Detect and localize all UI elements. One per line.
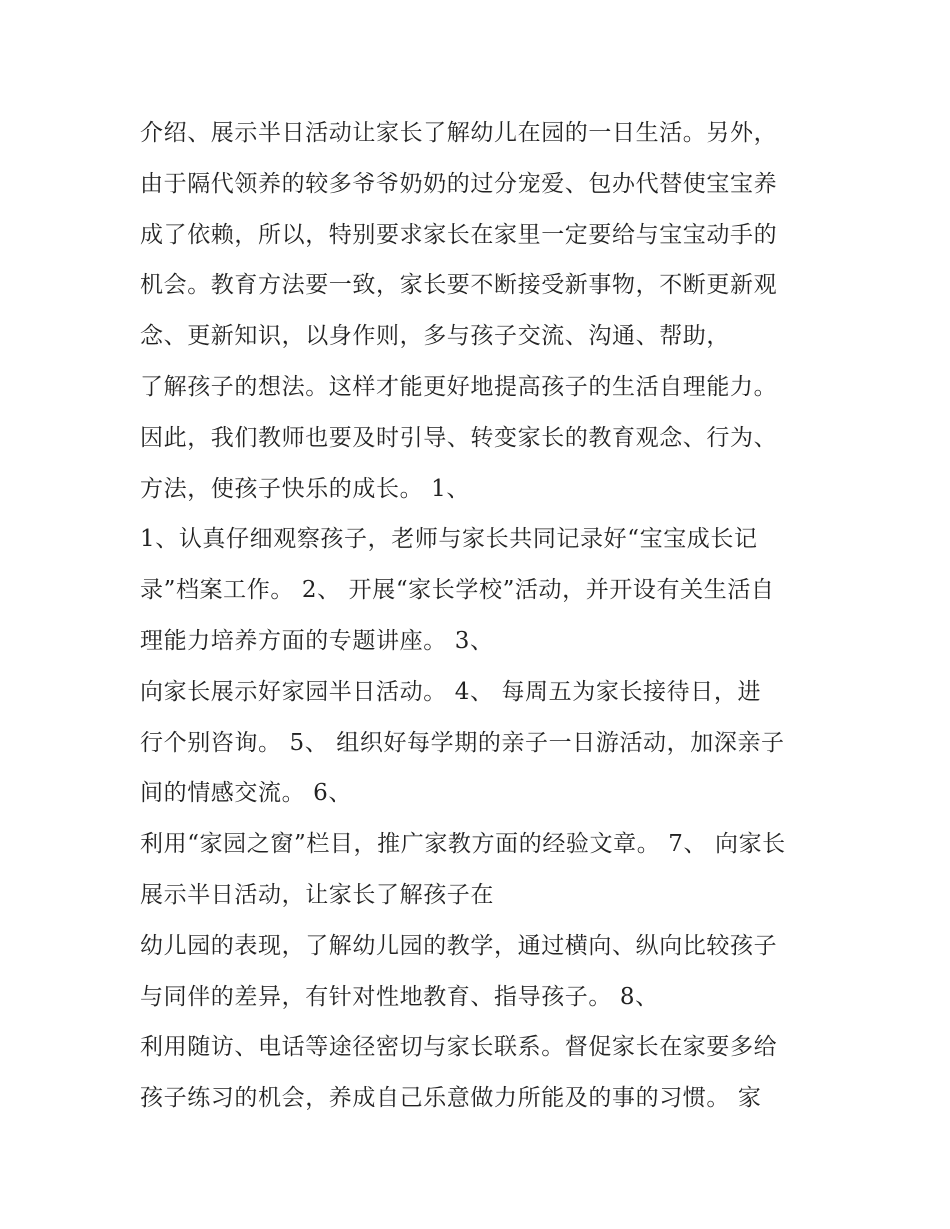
text-line: 展示半日活动，让家长了解孩子在 xyxy=(140,881,494,908)
document-body xyxy=(140,108,830,1124)
text-line: 1、认真仔细观察孩子，老师与家长共同记录好“宝宝成长记 xyxy=(140,526,758,553)
text-line: 行个别咨询。 5、 组织好每学期的亲子一日游活动，加深亲子 xyxy=(140,729,785,756)
text-line: 成了依赖，所以，特别要求家长在家里一定要给与宝宝动手的 xyxy=(140,221,778,248)
text-line: 介绍、展示半日活动让家长了解幼儿在园的一日生活。另外， xyxy=(140,120,778,146)
text-line: 利用随访、电话等途径密切与家长联系。督促家长在家要多给 xyxy=(140,1034,778,1061)
text-line: 机会。教育方法要一致，家长要不断接受新事物，不断更新观 xyxy=(140,272,778,299)
text-line: 录”档案工作。 2、 开展“家长学校”活动，并开设有关生活自 xyxy=(140,577,775,604)
text-line: 向家长展示好家园半日活动。 4、 每周五为家长接待日，进 xyxy=(140,678,762,705)
text-line: 孩子练习的机会，养成自己乐意做力所能及的事的习惯。 家 xyxy=(140,1085,762,1112)
text-line: 由于隔代领养的较多爷爷奶奶的过分宠爱、包办代替使宝宝养 xyxy=(140,170,778,197)
text-line: 方法，使孩子快乐的成长。 1、 xyxy=(140,475,470,502)
text-line: 利用“家园之窗”栏目，推广家教方面的经验文章。 7、 向家长 xyxy=(140,831,786,858)
text-line: 与同伴的差异，有针对性地教育、指导孩子。 8、 xyxy=(140,983,659,1010)
text-line: 了解孩子的想法。这样才能更好地提高孩子的生活自理能力。 xyxy=(140,373,778,400)
text-line: 间的情感交流。 6、 xyxy=(140,780,352,807)
text-line: 因此，我们教师也要及时引导、转变家长的教育观念、行为、 xyxy=(140,424,778,451)
text-line: 念、更新知识，以身作则，多与孩子交流、沟通、帮助， xyxy=(140,323,730,350)
text-line: 理能力培养方面的专题讲座。 3、 xyxy=(140,627,494,654)
text-line: 幼儿园的表现，了解幼儿园的教学，通过横向、纵向比较孩子 xyxy=(140,932,778,959)
